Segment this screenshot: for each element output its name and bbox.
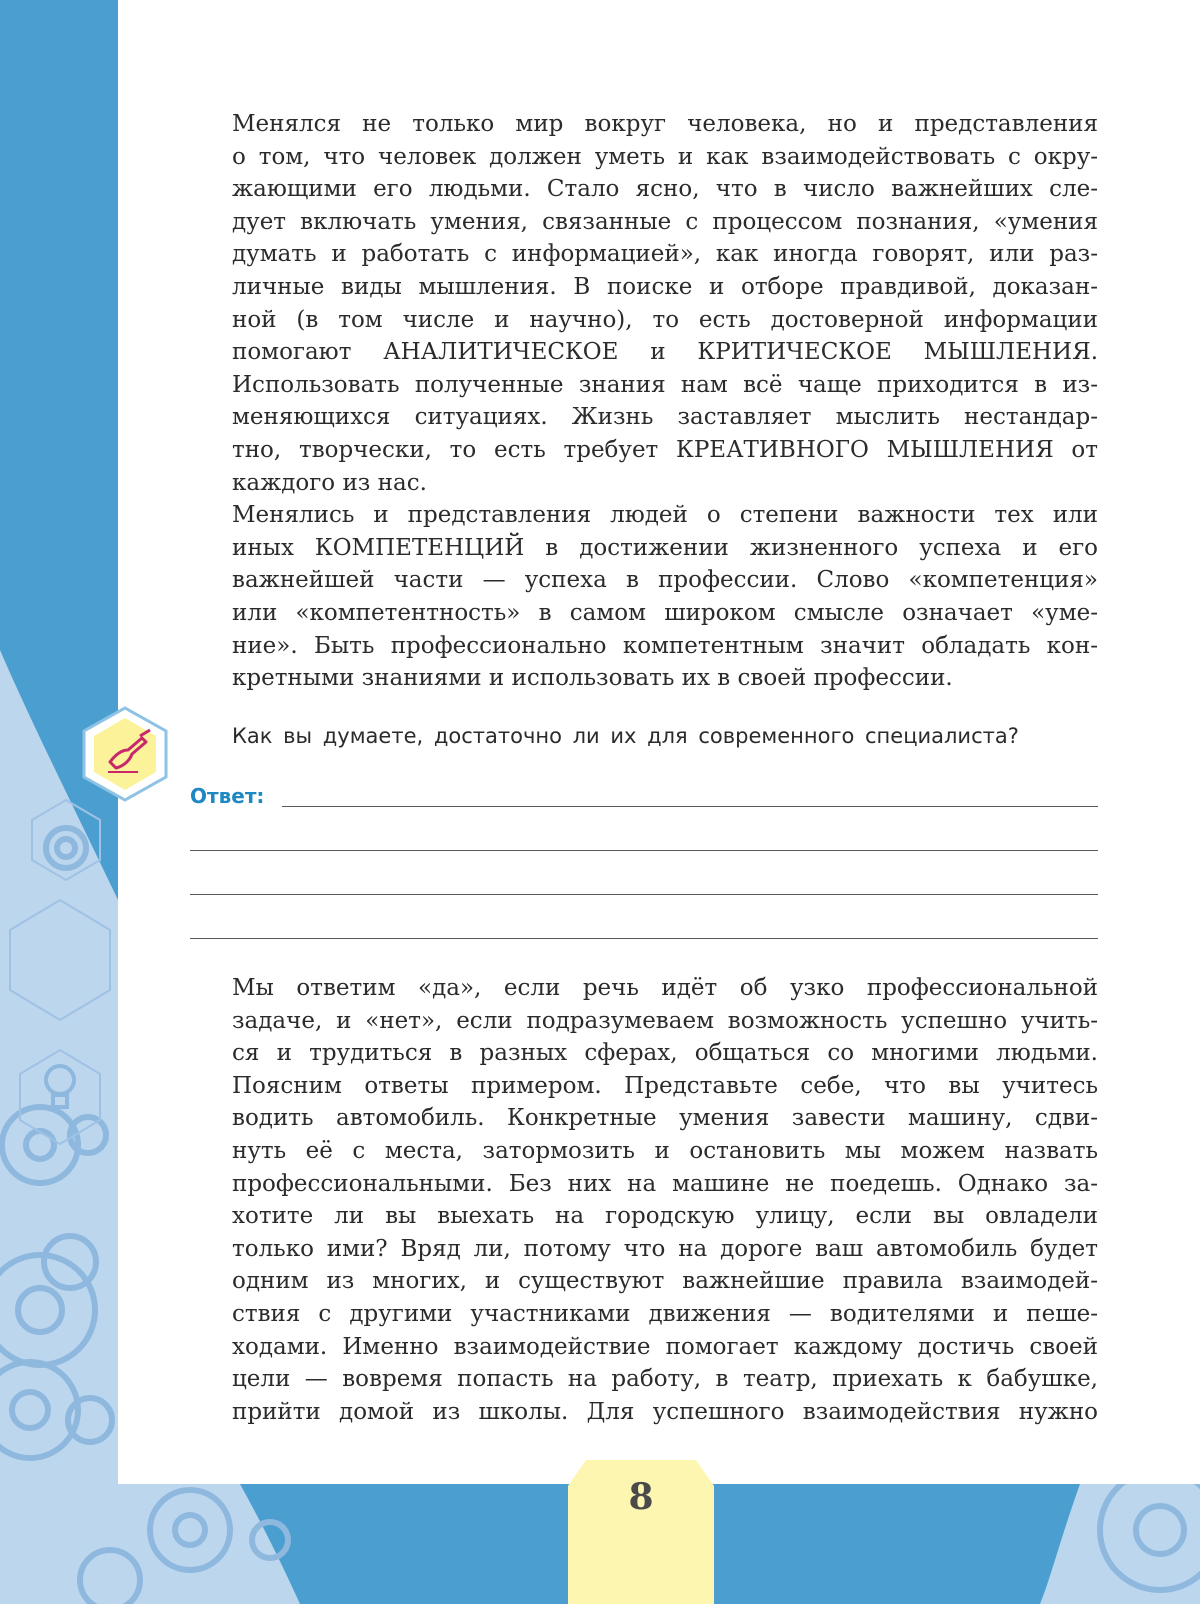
paragraph-1 [190,108,1098,499]
text-line: помогают АНАЛИТИЧЕСКОЕ и КРИТИЧЕСКОЕ МЫШЛЕНИЯ. [232,339,1098,366]
text-line: хотите ли вы выехать на городскую улицу, если вы овладели [232,1203,1098,1230]
text-line: важнейшей части — успеха в профессии. Слово «компетенция» [232,567,1098,594]
text-line: Использовать полученные знания нам всё чаще приходится в из- [232,371,1098,398]
answer-line[interactable] [282,806,1098,807]
text-line: Поясним ответы примером. Представьте себе, что вы учитесь [232,1072,1098,1099]
paragraph-2 [190,499,1098,695]
answer-label: Ответ: [190,784,265,808]
text-line: тно, творчески, то есть требует КРЕАТИВНОГО МЫШЛЕНИЯ от [232,436,1098,463]
text-line: только ими? Вряд ли, потому что на дороге ваш автомобиль будет [232,1235,1098,1262]
text-line: цели — вовремя попасть на работу, в театр, приехать к бабушке, [232,1366,1098,1393]
text-line: или «компетентность» в самом широком смысле означает «уме- [232,599,1098,626]
text-line: прийти домой из школы. Для успешного взаимодействия нужно [232,1398,1098,1425]
text-section-top [190,108,1098,695]
text-line: жающими его людьми. Стало ясно, что в число важнейших сле- [232,176,1098,203]
text-line: одним из многих, и существуют важнейшие правила взаимодей- [232,1268,1098,1295]
text-line: о том, что человек должен уметь и как взаимодействовать с окру- [232,143,1098,170]
text-line: ние». Быть профессионально компетентным значит обладать кон- [232,632,1098,659]
text-line: личные виды мышления. В поиске и отборе правдивой, доказан- [232,273,1098,300]
text-line: каждого из нас. [232,469,427,496]
page-number: 8 [628,1476,654,1518]
answer-line[interactable] [190,938,1098,939]
text-line: кретными знаниями и использовать их в своей профессии. [232,665,953,692]
text-line: Менялись и представления людей о степени важности тех или [232,502,1098,529]
text-line: Мы ответим «да», если речь идёт об узко профессиональной [232,975,1098,1001]
paragraph-3 [190,972,1098,1428]
writing-hand-icon [82,706,168,802]
text-line: задаче, и «нет», если подразумеваем возможность успешно учить- [232,1007,1098,1034]
text-section-bottom [190,972,1098,1428]
answer-line[interactable] [190,894,1098,895]
text-line: ной (в том числе и научно), то есть достоверной информации [232,306,1098,333]
text-line: ся и трудиться в разных сферах, общаться со многими людьми. [232,1040,1098,1067]
text-line: водить автомобиль. Конкретные умения завести машину, сдви- [232,1105,1098,1132]
text-line: нуть её с места, затормозить и остановить мы можем назвать [232,1137,1098,1164]
text-line: Менялся не только мир вокруг человека, но и представления [232,111,1098,137]
text-line: ходами. Именно взаимодействие помогает каждому достичь своей [232,1333,1098,1360]
text-line: думать и работать с информацией», как иногда говорят, или раз- [232,241,1098,268]
question-text: Как вы думаете, достаточно ли их для современного специалиста? [232,724,1019,748]
text-line: ствия с другими участниками движения — водителями и пеше- [232,1300,1098,1327]
text-line: иных КОМПЕТЕНЦИЙ в достижении жизненного успеха и его [232,534,1098,561]
text-line: меняющихся ситуациях. Жизнь заставляет мыслить нестандар- [232,404,1098,431]
text-line: дует включать умения, связанные с процессом познания, «умения [232,208,1098,235]
answer-line[interactable] [190,850,1098,851]
text-line: профессиональными. Без них на машине не поедешь. Однако за- [232,1170,1098,1197]
